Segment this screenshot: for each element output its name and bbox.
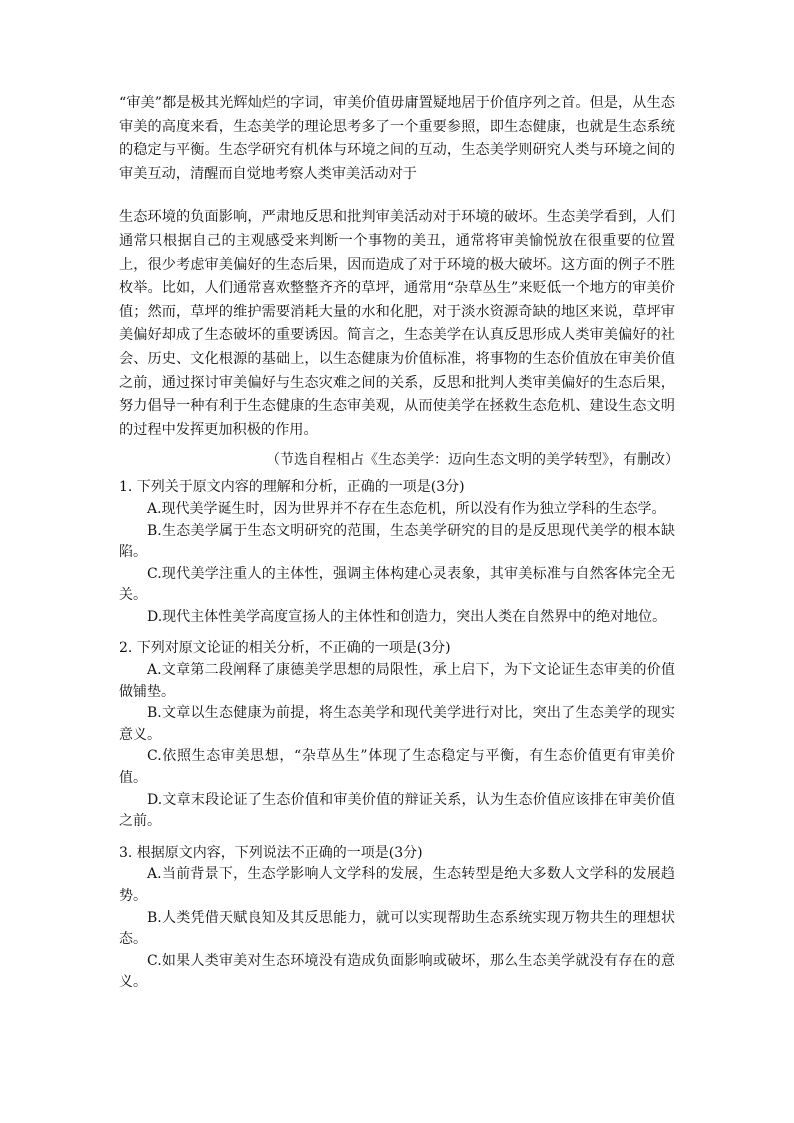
document-page	[119, 92, 679, 994]
option-d: D.现代主体性美学高度宣扬人的主体性和创造力，突出人类在自然界中的绝对地位。	[147, 608, 667, 625]
question-2	[119, 638, 675, 832]
option-b: B.生态美学属于生态文明研究的范围，生态美学研究的目的是反思现代美学的根本缺陷。	[119, 522, 675, 561]
option-d: D.文章末段论证了生态价值和审美价值的辩证关系，认为生态价值应该排在审美价值之前。	[119, 791, 675, 830]
option-c: C.依照生态审美思想，“杂草丛生”体现了生态稳定与平衡，有生态价值更有审美价值。	[119, 748, 675, 787]
question-stem: 3. 根据原文内容，下列说法不正确的一项是(3分)	[119, 844, 423, 861]
option-a: A.现代美学诞生时，因为世界并不存在生态危机，所以没有作为独立学科的生态学。	[147, 500, 666, 517]
question-3	[119, 843, 675, 994]
passage-paragraph-1: “审美”都是极其光辉灿烂的字词，审美价值毋庸置疑地居于价值序列之首。但是，从生态审美的高度来看，生态美学的理论思考多了一个重要参照，即生态健康，也就是生态系统的稳定与平衡。生态学研究有机体与环境之间的互动，生态美学则研究人类与环境之间的审美互动，清醒而自觉地考察人类审美活动对于	[119, 95, 675, 182]
passage-source: （节选自程相占《生态美学：迈向生态文明的美学转型》，有删改）	[266, 452, 679, 469]
question-stem: 2. 下列对原文论证的相关分析，不正确的一项是(3分)	[119, 640, 451, 657]
option-a: A.文章第二段阐释了康德美学思想的局限性，承上启下，为下文论证生态审美的价值做铺垫。	[119, 662, 675, 700]
option-b: B.人类凭借天赋良知及其反思能力，就可以实现帮助生态系统实现万物共生的理想状态。	[119, 909, 675, 948]
option-b: B.文章以生态健康为前提，将生态美学和现代美学进行对比，突出了生态美学的现实意义。	[119, 705, 675, 743]
question-1	[119, 477, 675, 628]
passage-paragraph-2: 生态环境的负面影响，严肃地反思和批判审美活动对于环境的破坏。生态美学看到，人们通常只根据自己的主观感受来判断一个事物的美丑，通常将审美愉悦放在很重要的位置上，很少考虑审美偏好的生态后果，因而造成了对于环境的极大破坏。这方面的例子不胜枚举。比如，人们通常喜欢整整齐齐的草坪，通常用“杂草丛生”来贬低一个地方的审美价值；然而，草坪的维护需要消耗大量的水和化肥，对于淡水资源奇缺的地区来说，草坪审美偏好却成了生态破坏的重要诱因。简言之，生态美学在认真反思形成人类审美偏好的社会、历史、文化根源的基础上，以生态健康为价值标准，将事物的生态价值放在审美价值之前，通过探讨审美偏好与生态灾难之间的关系，反思和批判人类审美偏好的生态后果，努力倡导一种有利于生态健康的生态审美观，从而使美学在拯救生态危机、建设生态文明的过程中发挥更加积极的作用。	[119, 209, 675, 438]
option-c: C.如果人类审美对生态环境没有造成负面影响或破坏，那么生态美学就没有存在的意义。	[119, 952, 675, 991]
option-c: C.现代美学注重人的主体性，强调主体构建心灵表象，其审美标准与自然客体完全无关。	[119, 565, 675, 604]
option-a: A.当前背景下，生态学影响人文学科的发展，生态转型是绝大多数人文学科的发展趋势。	[119, 866, 675, 904]
question-stem: 1. 下列关于原文内容的理解和分析，正确的一项是(3分)	[119, 479, 465, 496]
